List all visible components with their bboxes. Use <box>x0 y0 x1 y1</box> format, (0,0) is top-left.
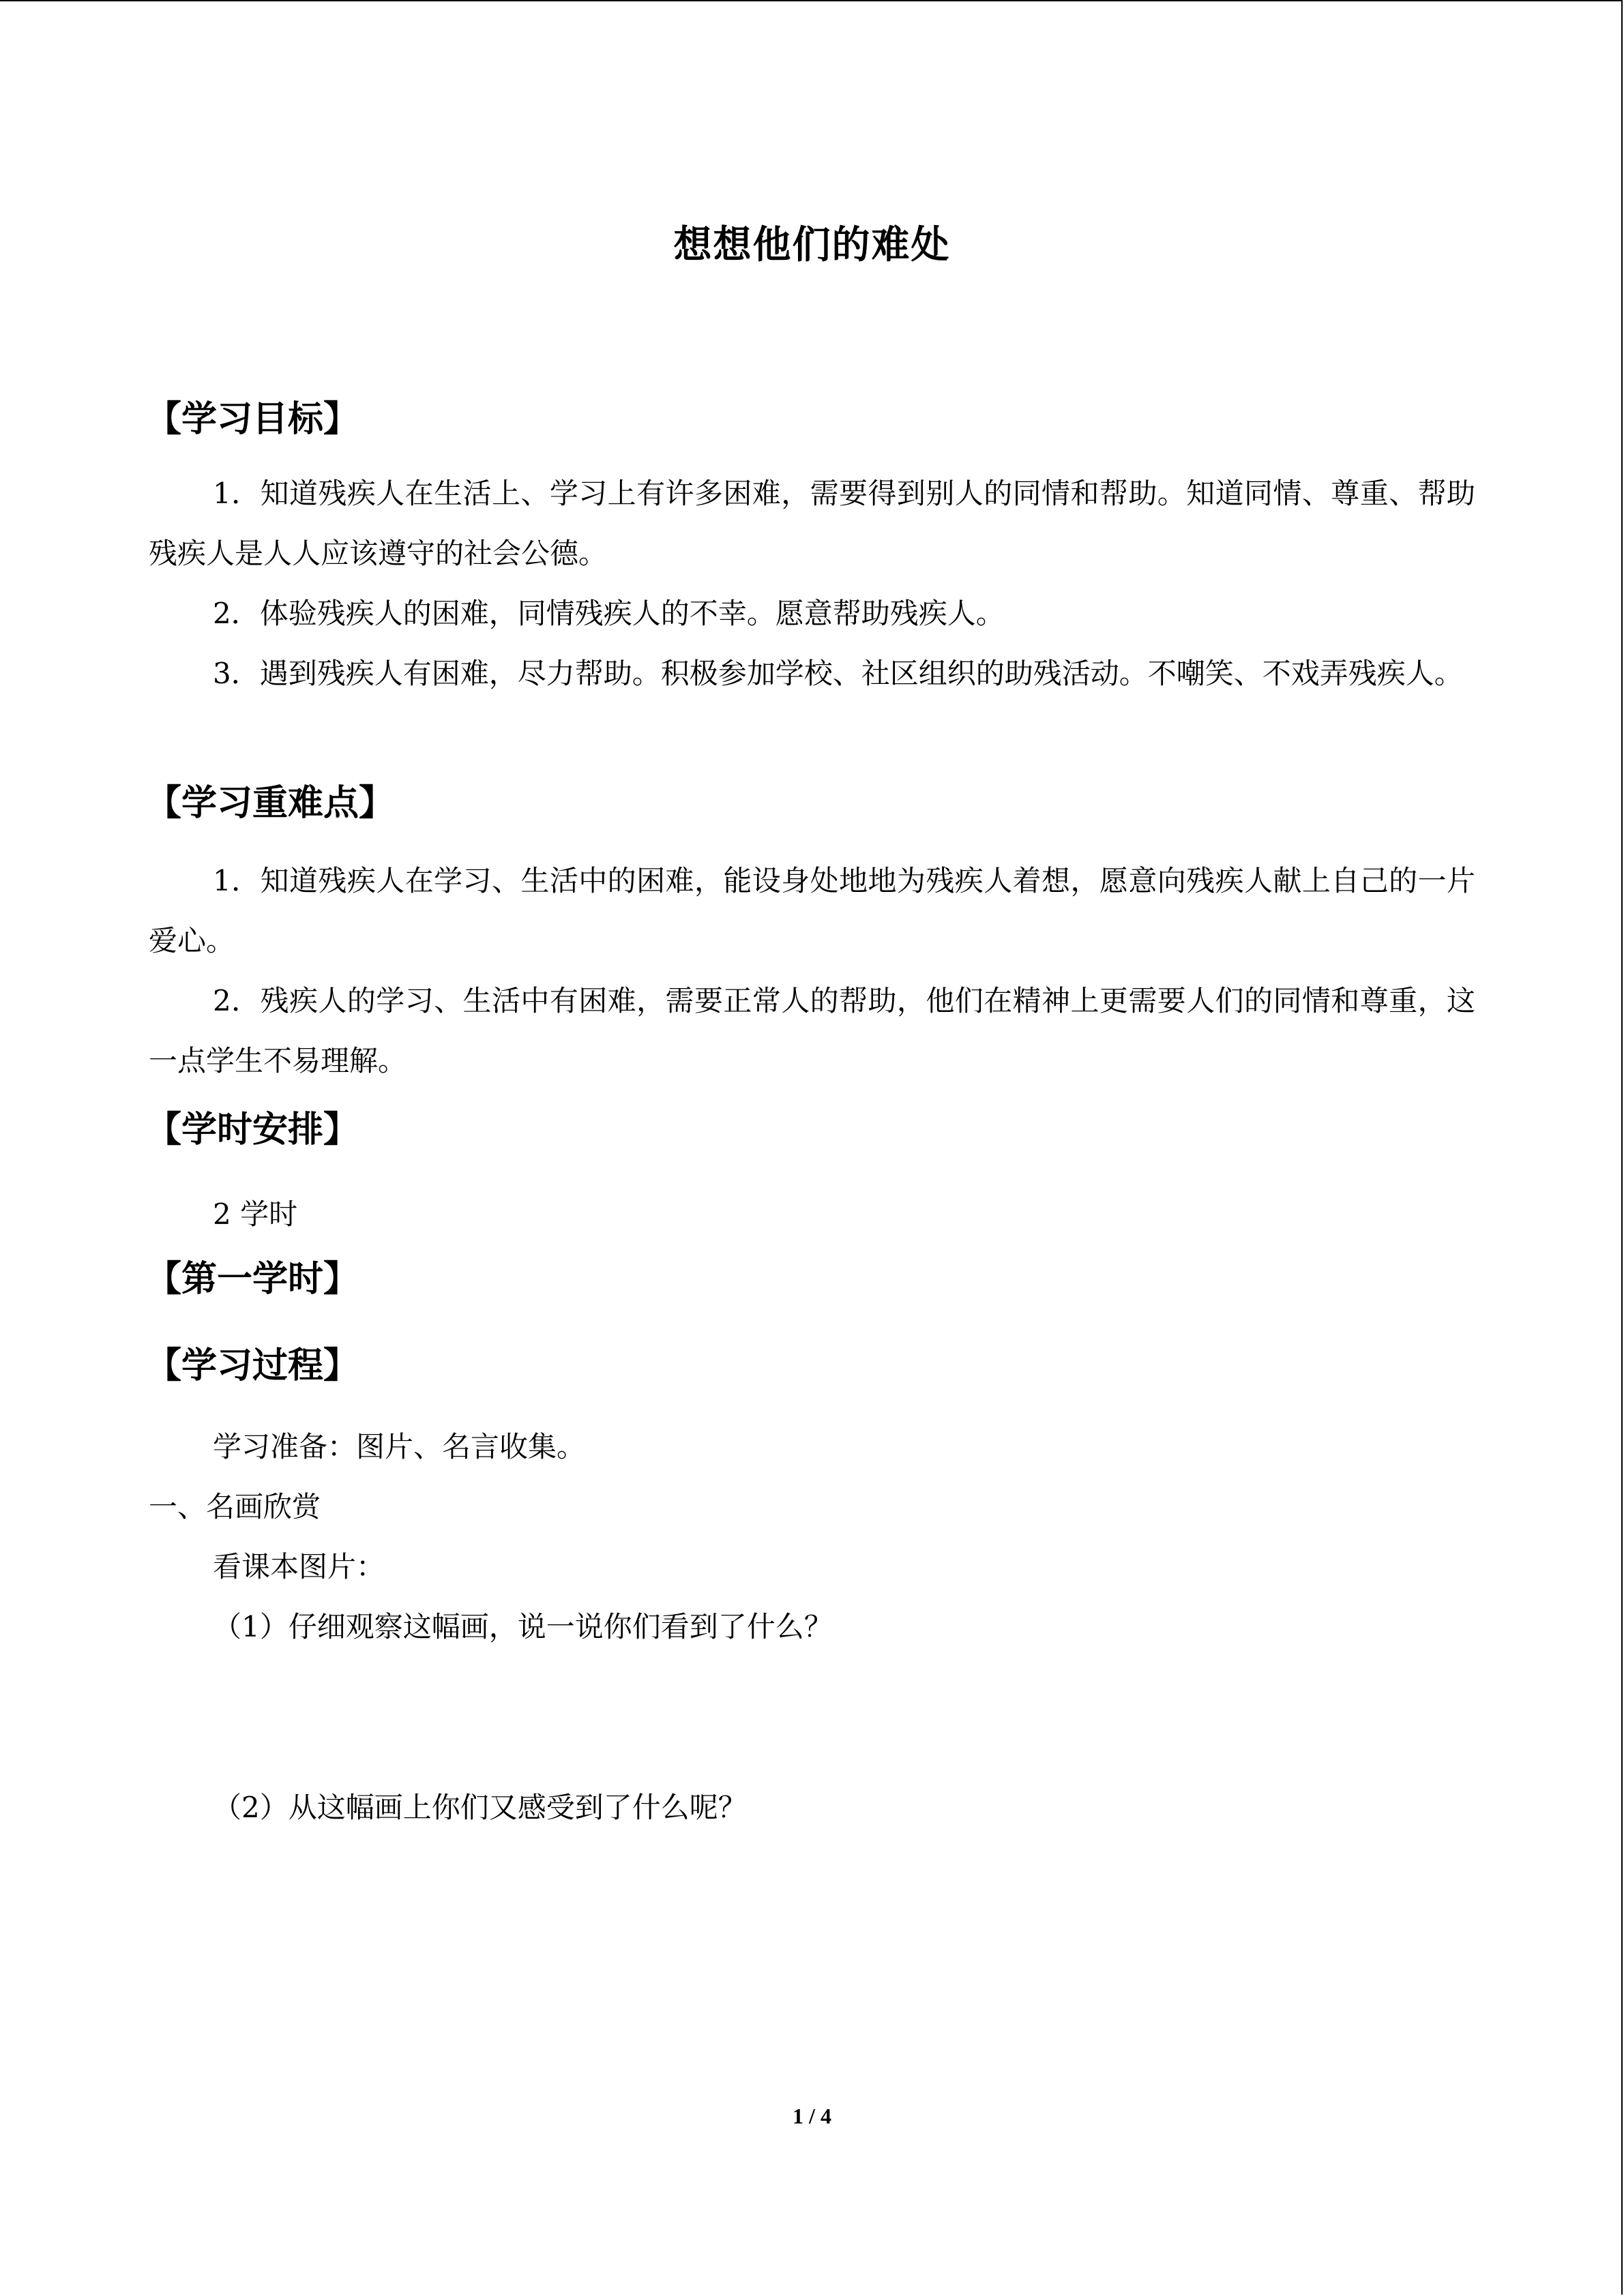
instruction-text: 看课本图片： <box>213 1550 385 1583</box>
schedule-hours: 2 学时 <box>213 1197 298 1231</box>
heading-first-period: 【第一学时】 <box>146 1259 359 1300</box>
heading-schedule: 【学时安排】 <box>146 1109 359 1150</box>
question-1: （1）仔细观察这幅画，说一说你们看到了什么？ <box>213 1610 833 1643</box>
heading-key-points: 【学习重难点】 <box>146 783 395 824</box>
goal-item-3: 3．遇到残疾人有困难，尽力帮助。积极参加学校、社区组织的助残活动。不嘲笑、不戏弄残疾人。 <box>213 657 1463 690</box>
page-number: 1 / 4 <box>793 2104 831 2128</box>
goal-item-1: 1．知道残疾人在生活上、学习上有许多困难，需要得到别人的同情和帮助。知道同情、尊重、帮助残疾人是人人应该遵守的社会公德。 <box>149 477 1475 570</box>
question-2: （2）从这幅画上你们又感受到了什么呢？ <box>213 1791 747 1824</box>
key-point-item-1: 1．知道残疾人在学习、生活中的困难，能设身处地地为残疾人着想，愿意向残疾人献上自己的一片爱心。 <box>149 864 1475 957</box>
goal-item-2: 2．体验残疾人的困难，同情残疾人的不幸。愿意帮助残疾人。 <box>213 597 1005 630</box>
key-point-item-2: 2．残疾人的学习、生活中有困难，需要正常人的帮助，他们在精神上更需要人们的同情和尊重，这一点学生不易理解。 <box>149 984 1475 1077</box>
part1-title: 一、名画欣赏 <box>149 1490 321 1523</box>
preparation-text: 学习准备：图片、名言收集。 <box>213 1430 586 1463</box>
heading-learning-process: 【学习过程】 <box>146 1345 359 1386</box>
document-title: 想想他们的难处 <box>673 223 951 267</box>
heading-learning-goals: 【学习目标】 <box>146 399 359 440</box>
